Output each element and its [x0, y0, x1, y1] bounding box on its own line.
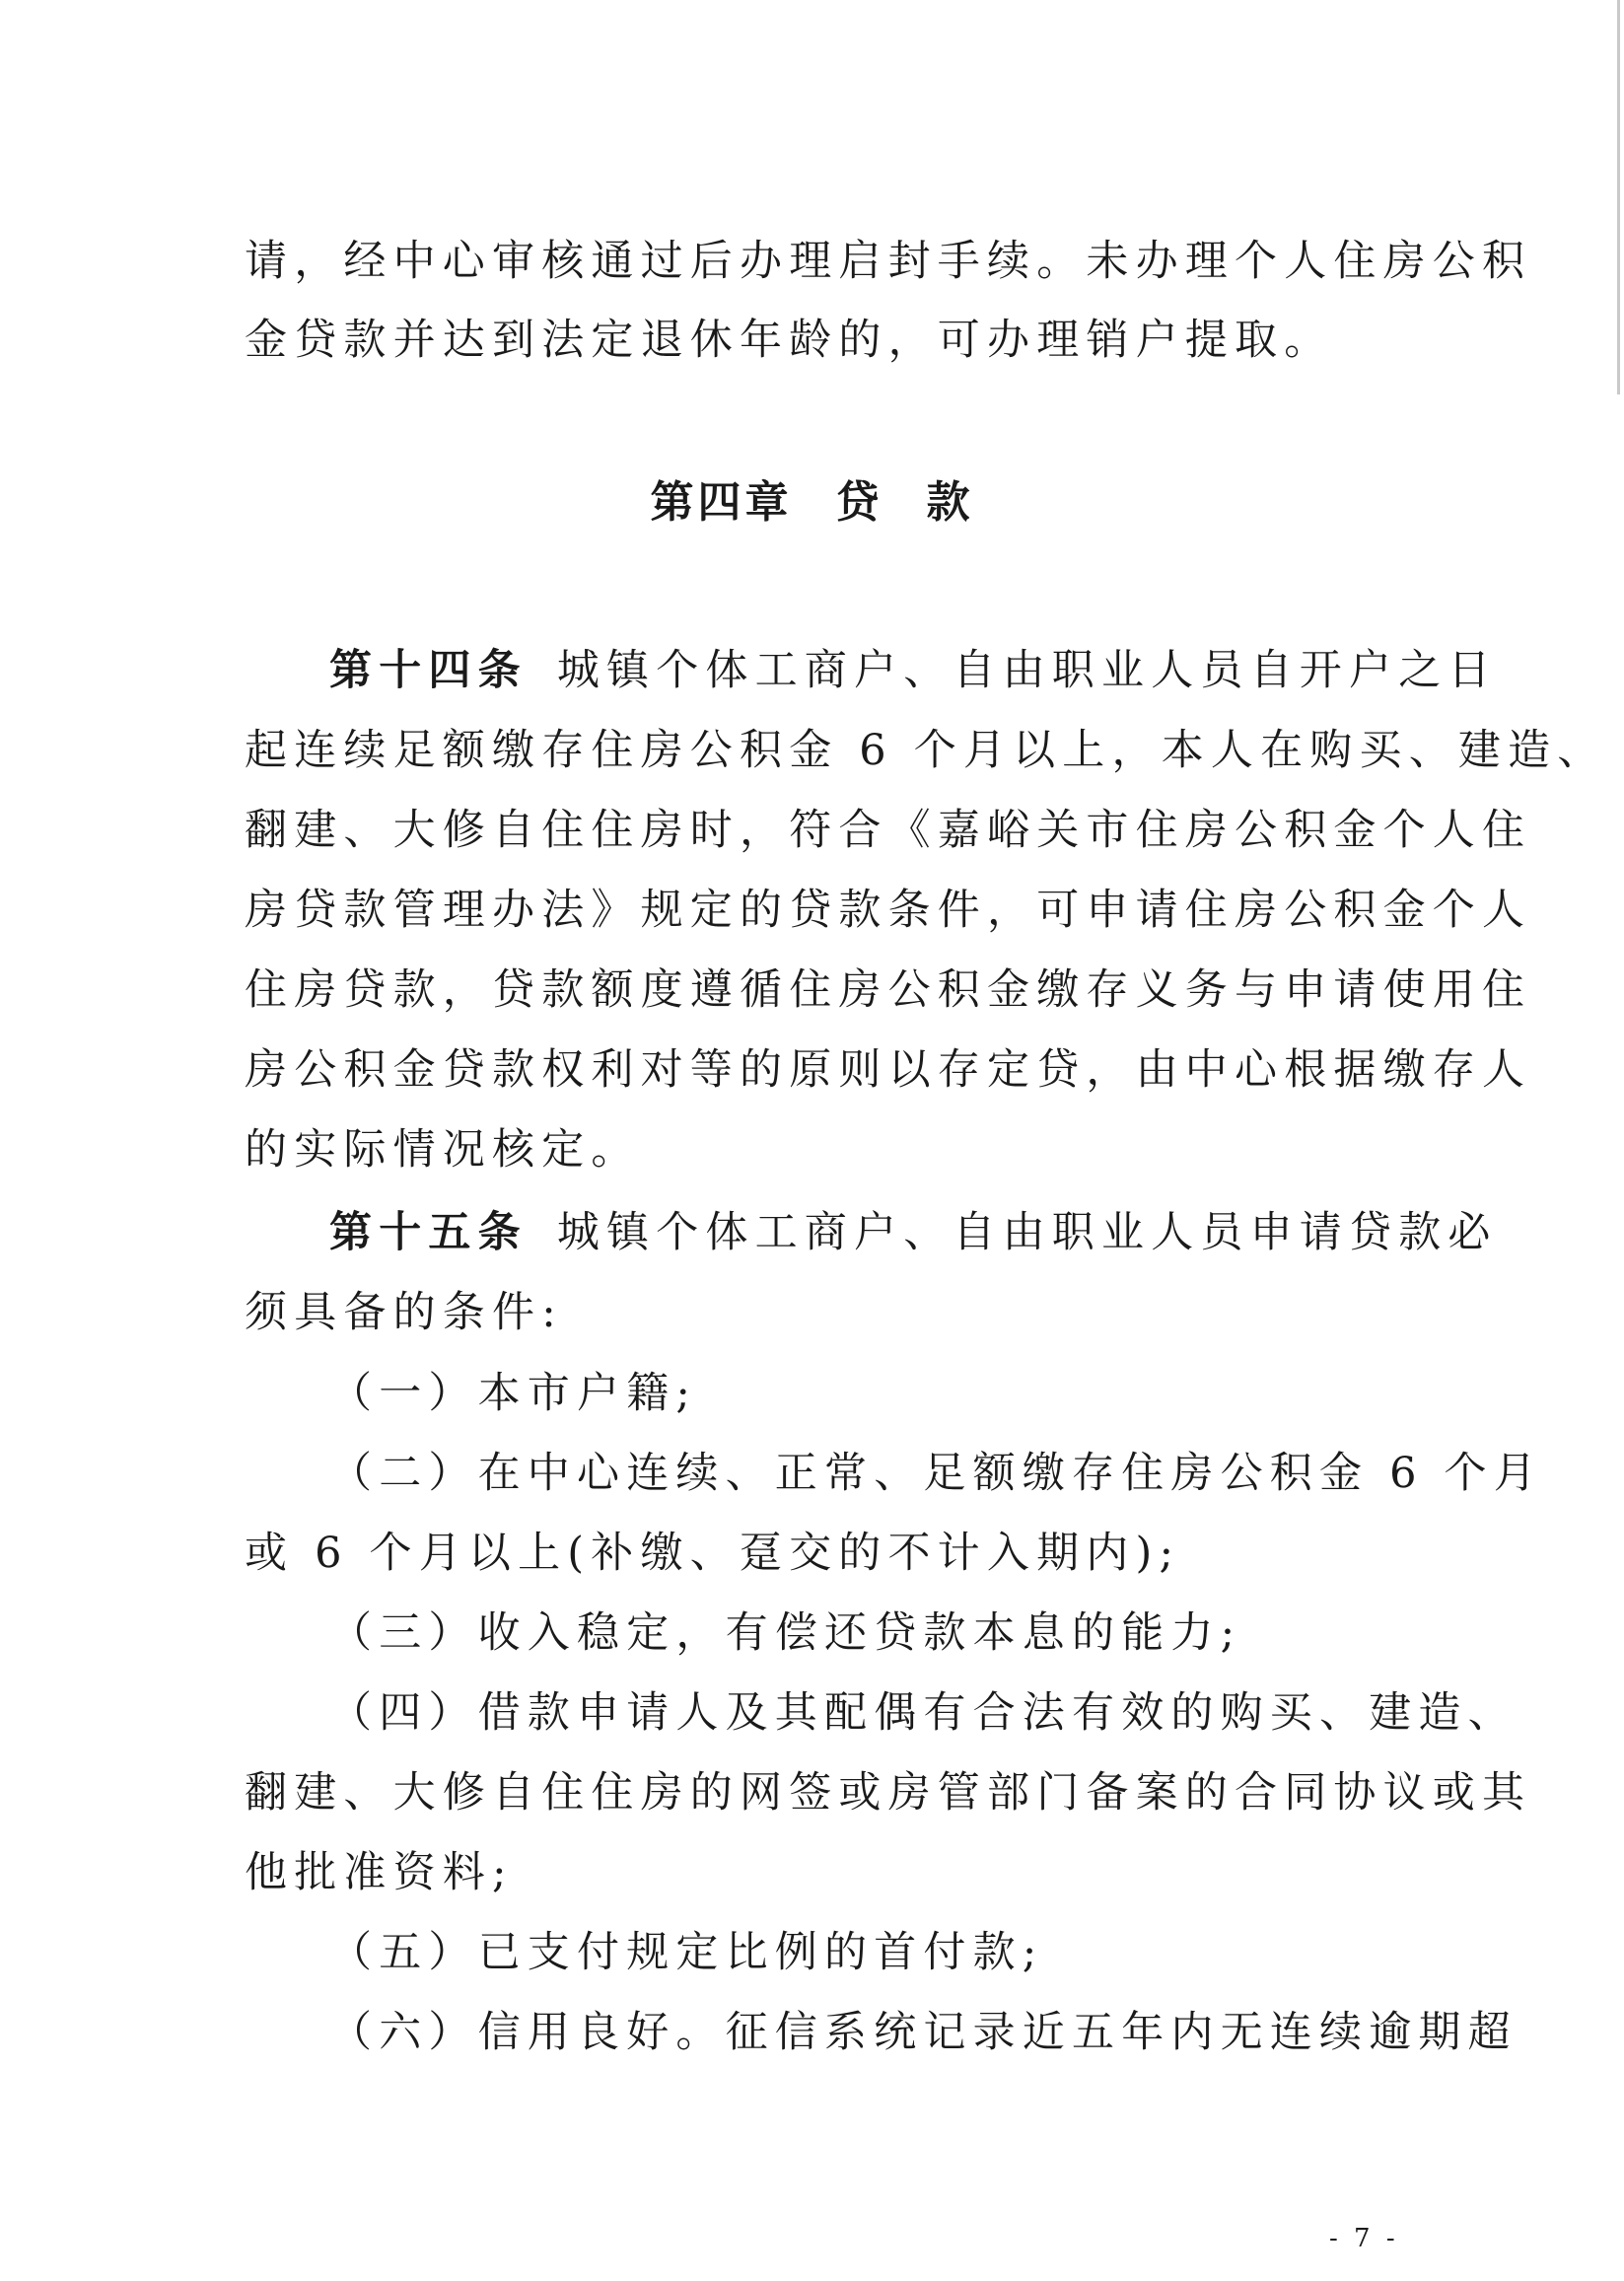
article-14-line-3: 翻建、大修自住住房时，符合《嘉峪关市住房公积金个人住 — [245, 806, 1532, 855]
article-15-line-1: 城镇个体工商户、自由职业人员申请贷款必 — [556, 1208, 1498, 1257]
condition-2-line-2: 或 6 个月以上(补缴、趸交的不计入期内); — [245, 1529, 1181, 1578]
article-14-heading: 第十四条 — [329, 646, 528, 695]
condition-4-line-1: （四）借款申请人及其配偶有合法有效的购买、建造、 — [329, 1688, 1518, 1738]
article-14-line-2: 起连续足额缴存住房公积金 6 个月以上，本人在购买、建造、 — [245, 726, 1607, 775]
condition-3: （三）收入稳定，有偿还贷款本息的能力; — [329, 1608, 1242, 1658]
article-14-line-7: 的实际情况核定。 — [245, 1125, 641, 1175]
page-number: - 7 - — [1329, 2224, 1399, 2253]
article-14-first-line — [329, 631, 1498, 710]
article-14-line-5: 住房贷款，贷款额度遵循住房公积金缴存义务与申请使用住 — [245, 965, 1532, 1015]
chapter-prefix: 第四章 — [650, 477, 793, 528]
condition-4-line-3: 他批准资料; — [245, 1848, 514, 1897]
scan-edge-shadow — [1617, 0, 1620, 394]
article-15-line-2: 须具备的条件: — [245, 1288, 563, 1337]
chapter-heading — [0, 463, 1624, 542]
article-14-line-6: 房公积金贷款权利对等的原则以存定贷，由中心根据缴存人 — [245, 1045, 1532, 1095]
condition-1: （一）本市户籍; — [329, 1369, 698, 1418]
article-15-heading: 第十五条 — [329, 1208, 528, 1257]
condition-4-line-2: 翻建、大修自住住房的网签或房管部门备案的合同协议或其 — [245, 1768, 1532, 1818]
chapter-word-2: 款 — [926, 477, 974, 528]
carryover-line-2: 金贷款并达到法定退休年龄的，可办理销户提取。 — [245, 316, 1334, 365]
condition-5: （五）已支付规定比例的首付款; — [329, 1928, 1044, 1977]
article-15-first-line — [329, 1193, 1498, 1272]
condition-2-line-1: （二）在中心连续、正常、足额缴存住房公积金 6 个月 — [329, 1449, 1543, 1498]
article-14-line-4: 房贷款管理办法》规定的贷款条件，可申请住房公积金个人 — [245, 886, 1532, 935]
chapter-word-1: 贷 — [835, 477, 883, 528]
article-14-line-1: 城镇个体工商户、自由职业人员自开户之日 — [556, 646, 1498, 695]
carryover-line-1: 请，经中心审核通过后办理启封手续。未办理个人住房公积 — [245, 237, 1532, 286]
condition-6-line-1: （六）信用良好。征信系统记录近五年内无连续逾期超 — [329, 2008, 1518, 2057]
